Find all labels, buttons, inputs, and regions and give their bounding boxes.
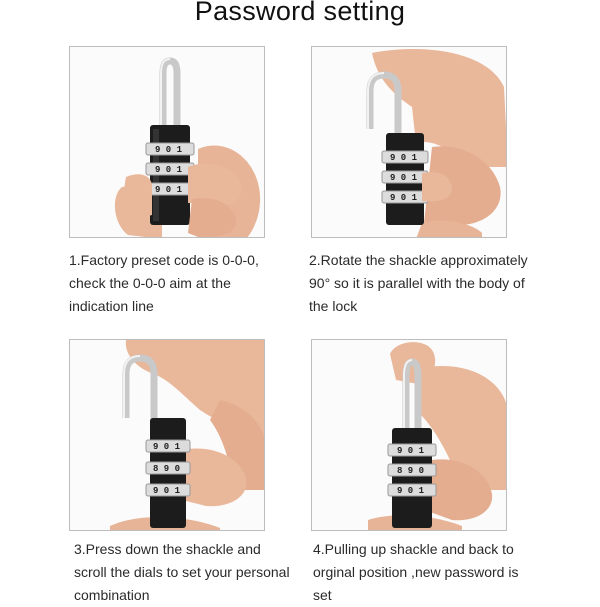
svg-text:9 0 1: 9 0 1 xyxy=(153,486,181,496)
svg-text:9 0 1: 9 0 1 xyxy=(390,193,418,203)
step-1-caption: 1.Factory preset code is 0-0-0, check the 0-0-0 aim at the indication line xyxy=(69,252,259,314)
svg-text:9 0 1: 9 0 1 xyxy=(397,446,425,456)
step-3-caption: 3.Press down the shackle and scroll the dials to set your personal combination xyxy=(74,541,290,603)
svg-text:8 9 0: 8 9 0 xyxy=(397,466,425,476)
step-3-image xyxy=(69,339,265,531)
dial-digits-2: 9 0 1 xyxy=(155,165,183,175)
svg-text:8 9 0: 8 9 0 xyxy=(153,464,181,474)
step-4-caption: 4.Pulling up shackle and back to orginal position ,new password is set xyxy=(313,541,519,603)
svg-text:9 0 1: 9 0 1 xyxy=(153,442,181,452)
svg-text:9 0 1: 9 0 1 xyxy=(397,486,425,496)
step-1-image xyxy=(69,46,265,238)
step-4-image xyxy=(311,339,507,531)
dial-digits-1: 9 0 1 xyxy=(155,145,183,155)
svg-text:9 0 1: 9 0 1 xyxy=(390,173,418,183)
step-2-caption: 2.Rotate the shackle approximately 90° so it is parallel with the body of the lock xyxy=(309,252,528,314)
dial-digits-3: 9 0 1 xyxy=(155,185,183,195)
step-2-image xyxy=(311,46,507,238)
page-title: Password setting xyxy=(194,0,406,26)
svg-text:9 0 1: 9 0 1 xyxy=(390,153,418,163)
